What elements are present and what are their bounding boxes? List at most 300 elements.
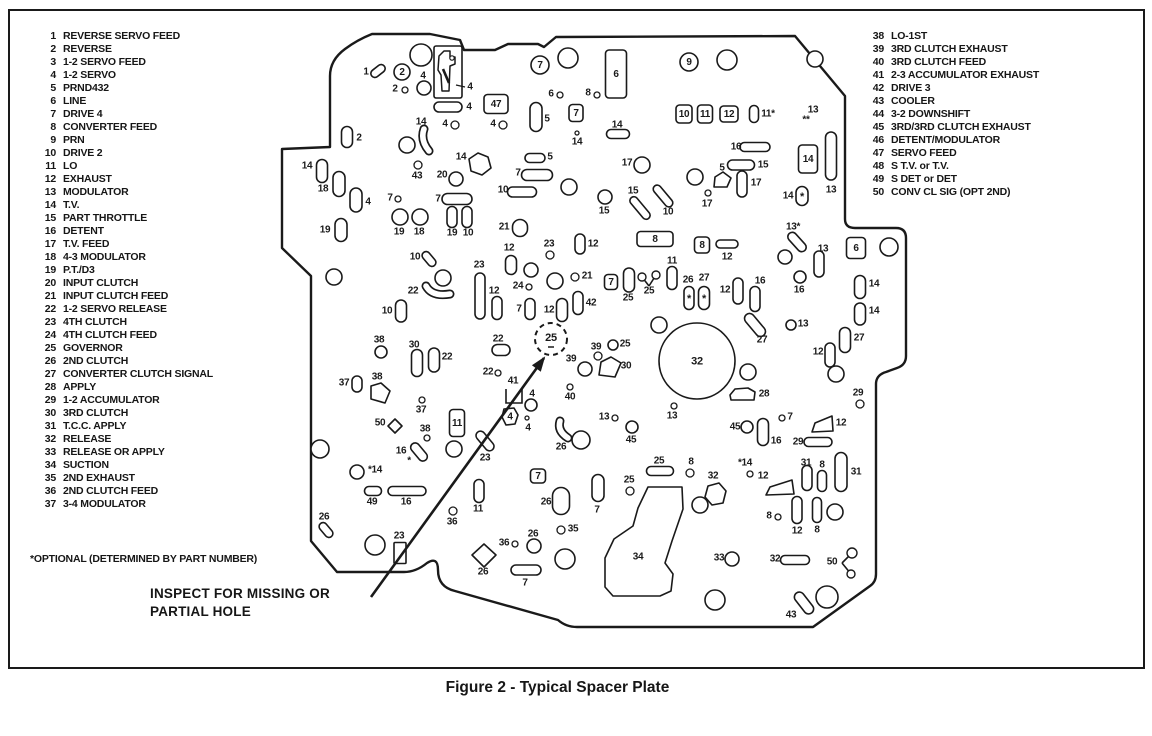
hole-label: 16: [754, 275, 766, 287]
hole-label: 23: [393, 530, 405, 542]
legend-item-number: 30: [44, 407, 56, 419]
annotation-text: **: [802, 114, 810, 126]
hole: [578, 362, 592, 376]
legend-item-label: 3-4 MODULATOR: [63, 498, 146, 510]
hole: [750, 287, 760, 312]
legend-item: [34, 30, 213, 43]
legend-item: [34, 459, 213, 472]
hole-label: 23: [473, 259, 485, 271]
hole-label: 7: [515, 167, 521, 179]
hole-label: 6: [613, 69, 619, 80]
legend-item-number: 7: [50, 108, 56, 120]
hole: [855, 276, 866, 299]
legend-item-label: DRIVE 4: [63, 108, 103, 120]
hole: [371, 383, 390, 403]
legend-item: [34, 95, 213, 108]
hole-label: 16: [730, 141, 742, 153]
hole: [409, 441, 429, 463]
hole-label: 8: [814, 524, 820, 536]
hole-label: 2: [356, 132, 362, 144]
legend-item: [858, 30, 1039, 43]
legend-item-label: S DET or DET: [891, 173, 957, 185]
hole-label: 6: [548, 88, 554, 100]
hole-label: 45: [729, 421, 741, 433]
hole: [880, 238, 898, 256]
hole: [856, 400, 864, 408]
hole-label: 19: [319, 224, 331, 236]
legend-item-number: 8: [50, 121, 56, 133]
hole-label: 16: [395, 445, 407, 457]
legend-item-label: 1-2 ACCUMULATOR: [63, 394, 160, 406]
hole-label: 20: [436, 169, 448, 181]
legend-item: [34, 277, 213, 290]
legend-item-label: DRIVE 3: [891, 82, 931, 94]
hole-label: 43: [411, 170, 423, 182]
legend-item-label: S T.V. or T.V.: [891, 160, 949, 172]
hole: [412, 209, 428, 225]
hole: [449, 507, 457, 515]
hole-label: 25: [622, 292, 634, 304]
hole: [779, 415, 785, 421]
hole: [402, 87, 408, 93]
annotation-text: *: [407, 455, 411, 467]
hole-label: 18: [413, 226, 425, 238]
hole: [525, 399, 537, 411]
legend-item: [34, 342, 213, 355]
hole-label: 2: [392, 83, 398, 95]
hole: [446, 441, 462, 457]
legend-item: [858, 82, 1039, 95]
hole-label: 7: [608, 277, 614, 288]
hole: [573, 292, 583, 315]
legend-item-label: PRN: [63, 134, 85, 146]
hole-label: 27: [756, 334, 768, 346]
hole: [705, 590, 725, 610]
hole-label: 40: [564, 391, 576, 403]
hole: [420, 250, 437, 268]
hole-label: 4: [507, 411, 513, 423]
legend-item-number: 4: [50, 69, 56, 81]
annotation-text: 13: [807, 104, 819, 116]
legend-item-number: 49: [872, 173, 884, 185]
hole-label: *14: [367, 464, 383, 476]
hole-label: 13: [817, 243, 829, 255]
hole-label: 36: [498, 537, 510, 549]
hole: [594, 92, 600, 98]
legend-item: [858, 186, 1039, 199]
hole: [766, 480, 794, 495]
legend-item-number: 41: [872, 69, 884, 81]
hole-label: 22: [441, 351, 453, 363]
hole: [492, 345, 510, 356]
hole-label: 23: [479, 452, 491, 464]
legend-item-label: 3RD CLUTCH EXHAUST: [891, 43, 1008, 55]
hole: [813, 498, 822, 523]
legend-item-label: 2ND EXHAUST: [63, 472, 135, 484]
hole: [557, 526, 565, 534]
hole-label: 7: [516, 303, 522, 315]
hole-label: 26: [527, 528, 539, 540]
hole-label: 22: [482, 366, 494, 378]
hole-label: 16: [793, 284, 805, 296]
hole-label: 50: [374, 417, 386, 429]
hole: [651, 317, 667, 333]
legend-item-number: 36: [44, 485, 56, 497]
hole-label: 28: [758, 388, 770, 400]
legend-item-number: 27: [44, 368, 56, 380]
hole-label: 12: [719, 284, 731, 296]
legend-item: [34, 160, 213, 173]
hole: [365, 535, 385, 555]
hole: [575, 131, 579, 135]
hole: [638, 273, 646, 281]
legend-item: [34, 43, 213, 56]
legend-item-label: 2ND CLUTCH: [63, 355, 129, 367]
hole-label: 8: [819, 459, 825, 471]
hole: [392, 209, 408, 225]
hole: [794, 271, 806, 283]
hole-label: 10: [381, 305, 393, 317]
hole-label: 11: [452, 418, 462, 429]
legend-item-label: 3RD CLUTCH: [63, 407, 129, 419]
hole: [435, 270, 451, 286]
legend-item: [858, 95, 1039, 108]
hole-label: 21: [498, 221, 510, 233]
legend-item: [34, 173, 213, 186]
hole: [647, 467, 674, 476]
hole-label: 5: [544, 113, 550, 125]
hole-label: 35: [567, 523, 579, 535]
legend-item-label: 3RD CLUTCH FEED: [891, 56, 987, 68]
hole-label: 41: [507, 375, 519, 387]
hole-label: 12: [543, 304, 555, 316]
hole-label: 50: [826, 556, 838, 568]
legend-item-number: 39: [872, 43, 884, 55]
legend-item: [34, 446, 213, 459]
legend-item-label: 1-2 SERVO FEED: [63, 56, 146, 68]
hole: [740, 143, 770, 152]
hole: [775, 514, 781, 520]
inspect-arrow-line: [371, 358, 544, 597]
hole-label: 26: [540, 496, 552, 508]
legend-item-number: 6: [50, 95, 56, 107]
hole: [835, 453, 847, 492]
hole-label: 5: [547, 151, 553, 163]
legend-item-label: 3RD/3RD CLUTCH EXHAUST: [891, 121, 1031, 133]
legend-item-label: EXHAUST: [63, 173, 112, 185]
legend-item-number: 1: [50, 30, 56, 42]
hole-label: 14: [415, 116, 427, 128]
hole: [572, 431, 590, 449]
hole: [758, 419, 769, 446]
hole-label: 25: [619, 338, 631, 350]
hole: [786, 320, 796, 330]
legend-item: [34, 186, 213, 199]
legend-item-number: 46: [872, 134, 884, 146]
hole-label: 14: [611, 119, 623, 131]
hole-label: 31: [800, 457, 812, 469]
hole: [786, 230, 808, 253]
hole: [624, 268, 635, 292]
hole: [311, 440, 329, 458]
hole: [350, 188, 362, 212]
legend-item-number: 35: [44, 472, 56, 484]
hole: [561, 179, 577, 195]
legend-item-number: 24: [44, 329, 56, 341]
hole: [855, 303, 866, 325]
legend-item-label: COOLER: [891, 95, 935, 107]
hole: [414, 161, 422, 169]
hole-label: 27: [853, 332, 865, 344]
hole: [434, 102, 462, 112]
inspect-annotation-line1: INSPECT FOR MISSING OR: [150, 586, 330, 601]
legend-item: [34, 420, 213, 433]
inspect-arrow-head: [532, 356, 545, 371]
hole-label: 22: [492, 333, 504, 345]
legend-item-number: 10: [44, 147, 56, 159]
hole-label: 49: [366, 496, 378, 508]
hole-label: 12: [757, 470, 769, 482]
hole-label: 14: [455, 151, 467, 163]
hole-label: 9: [686, 57, 692, 68]
hole-label: 32: [691, 355, 703, 368]
hole: [369, 63, 387, 79]
hole: [571, 273, 579, 281]
hole-label: 8: [652, 234, 658, 245]
hole: [350, 465, 364, 479]
hole-label: 13: [825, 184, 837, 196]
legend-item-label: LO: [63, 160, 78, 172]
hole: [429, 348, 440, 372]
hole-label: 13: [666, 410, 678, 422]
hole: [396, 300, 407, 322]
legend-item-label: DRIVE 2: [63, 147, 103, 159]
legend-item-label: 2ND CLUTCH FEED: [63, 485, 159, 497]
legend-item-label: 4TH CLUTCH FEED: [63, 329, 157, 341]
hole: [412, 350, 423, 377]
legend-item-number: 42: [872, 82, 884, 94]
hole-label: 11: [473, 503, 483, 515]
hole: [417, 81, 431, 95]
hole-label: 43: [785, 609, 797, 621]
hole: [814, 251, 824, 277]
hole: [388, 487, 426, 496]
hole: [388, 419, 402, 433]
legend-item: [34, 407, 213, 420]
hole: [804, 438, 832, 447]
hole-label: 21: [581, 270, 593, 282]
legend-item: [858, 173, 1039, 186]
legend-item-label: 2-3 ACCUMULATOR EXHAUST: [891, 69, 1040, 81]
legend-item-number: 43: [872, 95, 884, 107]
legend-item-label: RELEASE: [63, 433, 112, 445]
hole-label: 17: [750, 177, 762, 189]
hole-label: 30: [408, 339, 420, 351]
legend-item-number: 18: [44, 251, 56, 263]
hole: [781, 556, 810, 565]
hole: [506, 256, 517, 275]
legend-item: [34, 264, 213, 277]
hole: [499, 121, 507, 129]
optional-footnote: *OPTIONAL (DETERMINED BY PART NUMBER): [30, 553, 258, 565]
legend-item-number: 15: [44, 212, 56, 224]
legend-item-number: 17: [44, 238, 56, 250]
hole: [567, 384, 573, 390]
hole: [469, 153, 491, 175]
legend-item-number: 13: [44, 186, 56, 198]
hole-label: 4: [420, 70, 426, 82]
hole-label: 16: [770, 435, 782, 447]
legend-item: [34, 212, 213, 225]
hole: [741, 421, 753, 433]
hole-label: 14: [301, 160, 313, 172]
hole: [342, 127, 353, 148]
legend-item-number: 29: [44, 394, 56, 406]
hole-label: 13: [797, 318, 809, 330]
hole: [450, 56, 454, 60]
legend-item-label: INPUT CLUTCH FEED: [63, 290, 169, 302]
legend-item-label: MODULATOR: [63, 186, 129, 198]
hole-label: 7: [594, 504, 600, 516]
legend-item-label: REVERSE SERVO FEED: [63, 30, 180, 42]
hole-label: 12: [835, 417, 847, 429]
hole-label: *: [687, 293, 691, 305]
hole: [594, 352, 602, 360]
legend-item: [858, 134, 1039, 147]
hole: [750, 106, 759, 123]
legend-item-number: 26: [44, 355, 56, 367]
hole: [807, 51, 823, 67]
legend-item-number: 34: [44, 459, 56, 471]
hole: [527, 539, 541, 553]
hole: [475, 273, 485, 319]
hole: [828, 366, 844, 382]
hole-label: 36: [446, 516, 458, 528]
legend-item-number: 20: [44, 277, 56, 289]
legend-item-number: 50: [872, 186, 884, 198]
hole: [513, 220, 528, 237]
hole-label: 29: [792, 436, 804, 448]
hole: [792, 497, 802, 524]
hole-label: 32: [707, 470, 719, 482]
hole: [705, 190, 711, 196]
hole: [474, 480, 484, 503]
legend-item-label: 4TH CLUTCH: [63, 316, 127, 328]
hole: [827, 504, 843, 520]
hole-label: 45: [625, 434, 637, 446]
hole: [442, 194, 472, 205]
hole-label: 25: [623, 474, 635, 486]
legend-item-number: 21: [44, 290, 56, 302]
hole: [612, 415, 618, 421]
hole: [525, 416, 529, 420]
hole-label: 15: [598, 205, 610, 217]
legend-item: [34, 498, 213, 511]
hole: [652, 183, 675, 208]
hole: [557, 299, 568, 322]
hole: [592, 475, 604, 502]
hole: [462, 207, 472, 228]
hole: [686, 469, 694, 477]
legend-item: [34, 199, 213, 212]
legend-item: [34, 251, 213, 264]
hole-label: 30: [620, 360, 632, 372]
hole: [526, 284, 532, 290]
legend-item-number: 22: [44, 303, 56, 315]
hole: [840, 328, 851, 353]
legend-item-number: 3: [50, 56, 56, 68]
hole-label: 5: [719, 162, 725, 174]
hole-label: 10: [462, 227, 474, 239]
legend-item-label: PRND432: [63, 82, 109, 94]
hole: [826, 132, 837, 180]
hole: [451, 121, 459, 129]
legend-item: [858, 160, 1039, 173]
hole-label: 31: [850, 466, 862, 478]
hole-label: 26: [318, 511, 330, 523]
hole-label: 7: [573, 108, 579, 119]
hole: [522, 170, 553, 181]
hole: [492, 297, 502, 320]
hole-label: 19: [446, 227, 458, 239]
hole-label: 38: [371, 371, 383, 383]
hole: [652, 271, 660, 279]
hole: [508, 187, 537, 197]
hole: [575, 234, 585, 254]
legend-item: [34, 316, 213, 329]
inspect-annotation: [150, 585, 330, 621]
hole: [555, 549, 575, 569]
legend-item: [34, 134, 213, 147]
hole-label: 23: [543, 238, 555, 250]
hole-label: 8: [699, 240, 705, 251]
hole: [352, 376, 362, 392]
legend-item: [858, 43, 1039, 56]
legend-item: [34, 472, 213, 485]
hole: [671, 403, 677, 409]
legend-item: [34, 238, 213, 251]
legend-item: [34, 82, 213, 95]
hole-label: 24: [512, 280, 524, 292]
hole: [395, 196, 401, 202]
hole-label: 8: [585, 87, 591, 99]
hole: [725, 552, 739, 566]
legend-item-number: 40: [872, 56, 884, 68]
hole: [424, 435, 430, 441]
hole-label: 29: [852, 387, 864, 399]
hole: [825, 343, 835, 367]
hole-label: 25: [643, 285, 655, 297]
label-leader-line: [456, 85, 465, 87]
legend-item-label: 4-3 MODULATOR: [63, 251, 146, 263]
legend-item-number: 11: [45, 160, 56, 172]
hole: [634, 157, 650, 173]
hole-label: 10: [678, 109, 690, 120]
hole: [558, 48, 578, 68]
hole: [733, 278, 743, 304]
legend-item-number: 28: [44, 381, 56, 393]
legend-item-number: 5: [50, 82, 56, 94]
hole: [524, 263, 538, 277]
hole-label: 12: [587, 238, 599, 250]
legend-item: [858, 69, 1039, 82]
hole-label: *14: [737, 457, 753, 469]
hole-label: 7: [522, 577, 528, 589]
hole: [847, 548, 857, 558]
legend-item-label: RELEASE OR APPLY: [63, 446, 165, 458]
hole-label: 26: [682, 274, 694, 286]
hole-label: 37: [415, 404, 427, 416]
